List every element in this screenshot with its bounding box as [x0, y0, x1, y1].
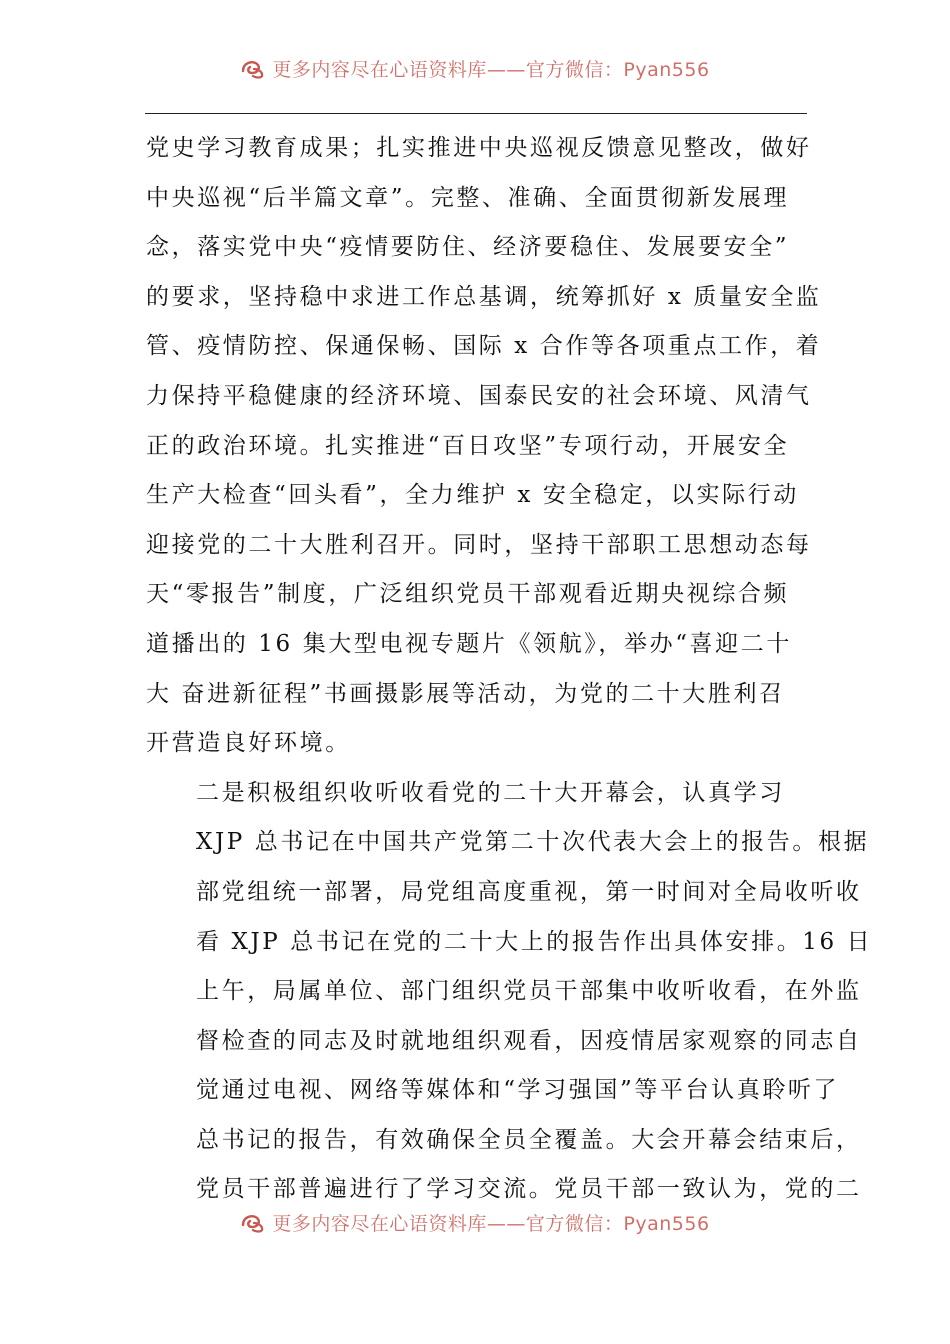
text-line: 二是积极组织收听收看党的二十大开幕会，认真学习 [196, 779, 785, 806]
text-line: XJP 总书记在中国共产党第二十次代表大会上的报告。根据 [196, 829, 870, 856]
text-line: 正的政治环境。扎实推进“百日攻坚”专项行动，开展安全 [146, 432, 790, 459]
watermark-text: 更多内容尽在心语资料库——官方微信：Pyan556 [272, 58, 710, 81]
document-body [146, 124, 873, 1215]
header-rule [145, 113, 807, 114]
watermark-text: 更多内容尽在心语资料库——官方微信：Pyan556 [272, 1212, 710, 1235]
text-line: 督检查的同志及时就地组织观看，因疫情居家观察的同志自 [196, 1027, 862, 1054]
footer-watermark [0, 1206, 950, 1238]
text-line: 部党组统一部署，局党组高度重视，第一时间对全局收听收 [196, 878, 862, 905]
swirl-logo-icon [240, 1211, 266, 1233]
text-line: 总书记的报告，有效确保全员全覆盖。大会开幕会结束后， [196, 1126, 862, 1153]
paragraph-1 [146, 124, 822, 769]
text-line: 天“零报告”制度，广泛组织党员干部观看近期央视综合频 [146, 581, 790, 608]
text-line: 生产大检查“回头看”，全力维护 x 安全稳定，以实际行动 [146, 482, 799, 509]
text-line: 看 XJP 总书记在党的二十大上的报告作出具体安排。16 日 [196, 928, 873, 955]
text-line: 力保持平稳健康的经济环境、国泰民安的社会环境、风清气 [146, 382, 812, 409]
text-line: 迎接党的二十大胜利召开。同时，坚持干部职工思想动态每 [146, 531, 812, 558]
text-line: 党史学习教育成果；扎实推进中央巡视反馈意见整改，做好 [146, 135, 812, 161]
text-line: 的要求，坚持稳中求进工作总基调，统筹抓好 x 质量安全监 [146, 283, 822, 310]
text-line: 念，落实党中央“疫情要防住、经济要稳住、发展要安全” [146, 234, 790, 261]
swirl-logo-icon [240, 57, 266, 79]
text-line: 管、疫情防控、保通保畅、国际 x 合作等各项重点工作，着 [146, 333, 822, 360]
text-line: 党员干部普遍进行了学习交流。党员干部一致认为，党的二 [196, 1176, 862, 1203]
text-line: 觉通过电视、网络等媒体和“学习强国”等平台认真聆听了 [196, 1077, 840, 1104]
header-watermark [0, 52, 950, 84]
text-line: 大 奋进新征程”书画摄影展等活动，为党的二十大胜利召 [146, 680, 785, 707]
text-line: 上午，局属单位、部门组织党员干部集中收听收看，在外监 [196, 978, 862, 1005]
text-line: 道播出的 16 集大型电视专题片《领航》，举办“喜迎二十 [146, 630, 792, 657]
text-line: 开营造良好环境。 [146, 730, 351, 757]
text-line: 中央巡视“后半篇文章”。完整、准确、全面贯彻新发展理 [146, 184, 790, 211]
paragraph-2 [146, 769, 873, 1215]
